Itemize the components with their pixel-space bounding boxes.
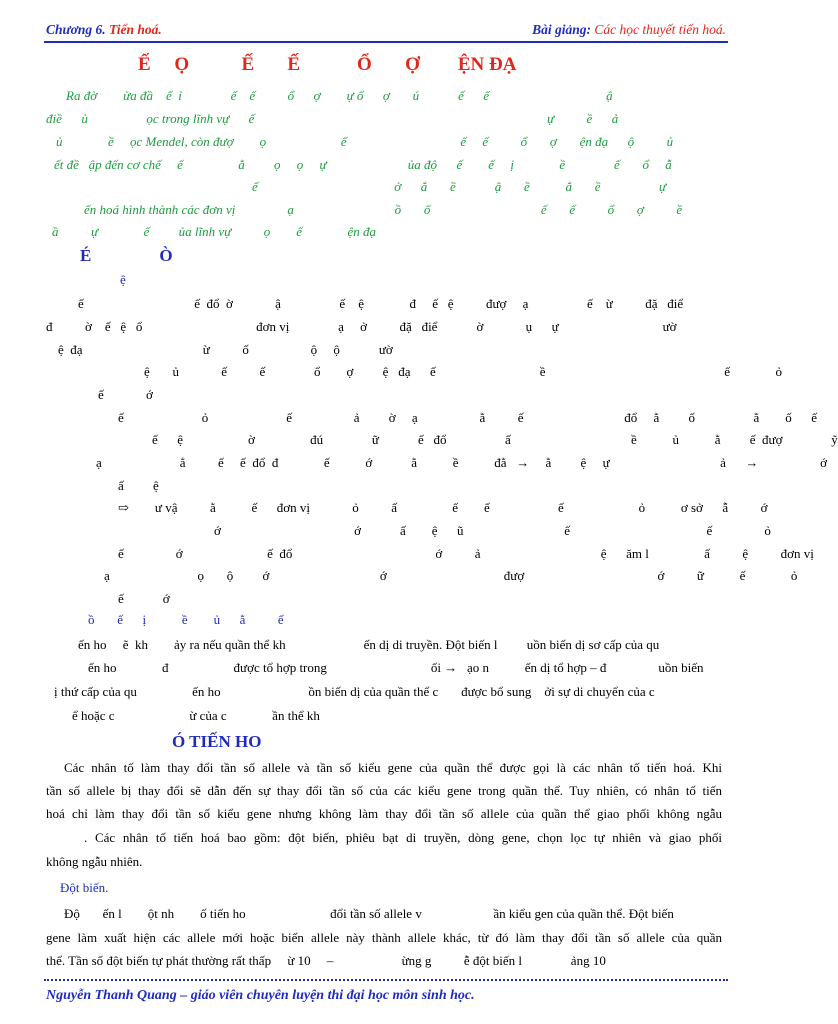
section3-line-2: tần số allele bị thay đổi sẽ dẫn đến sự thay đổi tần số của các kiểu gene trong quần thể. Tuy nhiên, có nhân tố tiến bbox=[46, 783, 722, 798]
section2-line-4: ể hoặc c ừ của c ần thể kh bbox=[72, 708, 320, 723]
chapter-title: Tiến hoá. bbox=[108, 22, 162, 37]
mutation-line-3: thể. Tần số đột biến tự phát thường rất thấp ừ 10 – ừng g ễ đột biến l ảng 10 bbox=[46, 953, 606, 968]
section1-line-5: ế ớ bbox=[98, 387, 153, 402]
subheading-mutation: Đột biến. bbox=[60, 880, 109, 895]
page-title: Ế Ọ Ế Ế Ổ Ợ ỆN ĐẠ bbox=[138, 54, 517, 75]
section-subheading-1: ệ bbox=[120, 272, 126, 287]
intro-line-5: ế ở ẳ ề ậ ề ẳ ề ự bbox=[252, 179, 667, 194]
section3-line-4: . Các nhân tố tiến hoá bao gồm: đột biến, phiêu bạt di truyền, dòng gene, chọn lọc tự nhiên và giao phối bbox=[84, 830, 722, 845]
lecture-label bbox=[532, 22, 726, 38]
section1-line-2: đ ờ ế ệ ổ đơn vị ạ ở đặ điể ờ ụ ự ườ bbox=[46, 319, 677, 334]
section1-line-12: ế ớ ế đổ ớ ả ệ ăm l ấ ệ đơn vị bbox=[118, 546, 814, 561]
lecture-prefix: Bài giảng: bbox=[532, 22, 592, 37]
chapter-number: Chương 6. bbox=[46, 22, 106, 37]
section1-line-4: ệ ủ ế ế ổ ợ ệ đạ ế ề ế ỏ bbox=[144, 364, 783, 379]
page-footer: Nguyễn Thanh Quang – giáo viên chuyên luyện thi đại học môn sinh học. bbox=[46, 988, 475, 1003]
section1-line-9: ấ ệ bbox=[118, 478, 159, 493]
intro-line-1: Ra đờ ừa đầ ế ỉ ế ế ổ ợ ự ổ ợ ú ế ế ậ bbox=[66, 88, 613, 103]
mutation-line-1: Độ ến l ột nh ố tiến ho đổi tần số allele v ần kiểu gen của quần thể. Đột biến bbox=[64, 906, 674, 921]
section2-line-2: ến ho đ được tổ hợp trong ối → ạo n ến dị tổ hợp – đ uồn biến bbox=[88, 660, 704, 675]
section1-line-6: ế ỏ ế ả ờ ạ ằ ế đổ ằ ố ằ ố ế bbox=[118, 410, 818, 425]
section1-line-13: ạ ọ ộ ớ ớ đượ ớ ữ ế ỏ bbox=[104, 568, 798, 583]
section-subheading-2: ồ ế ị ề ủ ằ ế bbox=[88, 612, 284, 627]
section-heading-3: Ó TIẾN HO bbox=[172, 732, 262, 751]
intro-line-6: ến hoá hình thành các đơn vị ạ ồ ố ế ế ổ ợ ề bbox=[84, 202, 683, 217]
section3-line-1: Các nhân tố làm thay đổi tần số allele và tần số kiểu gene của quần thể được gọi là các nhân tố tiến hoá. Khi bbox=[64, 760, 722, 775]
section3-line-3: hoá chỉ làm thay đổi tần số kiểu gene nhưng không làm thay đổi tần số allele của quần thể giao phối không ngẫu bbox=[46, 806, 722, 821]
section3-line-5: không ngẫu nhiên. bbox=[46, 854, 143, 869]
lecture-title: Các học thuyết tiến hoá. bbox=[594, 22, 726, 37]
section1-line-3: ệ đạ ừ ố ộ ộ ườ bbox=[58, 342, 393, 357]
section1-line-7: ế ệ ờ đú ữ ế đổ ấ ề ủ ằ ế đượ ỹ bbox=[152, 432, 838, 447]
section1-line-11: ớ ớ ấ ệ ũ ế ế ỏ bbox=[214, 523, 771, 538]
intro-line-3: ủ ề ọc Mendel, còn đượ ọ ế ế ế ổ ợ ện đạ ộ ủ bbox=[56, 134, 674, 149]
section2-line-1: ến ho ẽ kh ảy ra nếu quần thể kh ến dị di truyền. Đột biến l uồn biến dị sơ cấp của qu bbox=[78, 637, 660, 652]
intro-line-4: ết đề ập đến cơ chế ế ằ ọ ọ ự ủa độ ế ế ị ề ế ổ ẫ bbox=[54, 157, 672, 172]
section1-line-14: ế ớ bbox=[118, 591, 170, 606]
intro-line-2: điề ủ ọc trong lĩnh vự ế ự ề ả bbox=[46, 111, 619, 126]
section1-line-1: ế ế đổ ờ ậ ế ệ đ ế ệ đượ ạ ế ừ đặ điể bbox=[78, 296, 684, 311]
intro-line-7: ầ ự ế ủa lĩnh vự ọ ế ện đạ bbox=[52, 224, 376, 239]
mutation-line-2: gene làm xuất hiện các allele mới hoặc biến allele này thành allele khác, từ đó làm thay đổi tần số allele của quần bbox=[46, 930, 722, 945]
section1-line-8: ạ ẳ ế ế đổ đ ế ớ ằ ề đằ → ằ ệ ự ả → ớ bbox=[96, 455, 828, 470]
header-divider bbox=[44, 41, 728, 43]
section-heading-1: É Ò bbox=[80, 246, 173, 265]
section2-line-3: ị thứ cấp của qu ến ho ồn biến dị của quần thể c được bổ sung ởi sự di chuyển của c bbox=[54, 684, 655, 699]
section1-line-10: ⇨ ư vậ ằ ế đơn vị ỏ ấ ế ế ế ỏ ơ sở ẫ ớ bbox=[118, 500, 768, 515]
chapter-label bbox=[46, 22, 162, 38]
page-header bbox=[46, 22, 726, 40]
footer-divider bbox=[44, 979, 728, 981]
